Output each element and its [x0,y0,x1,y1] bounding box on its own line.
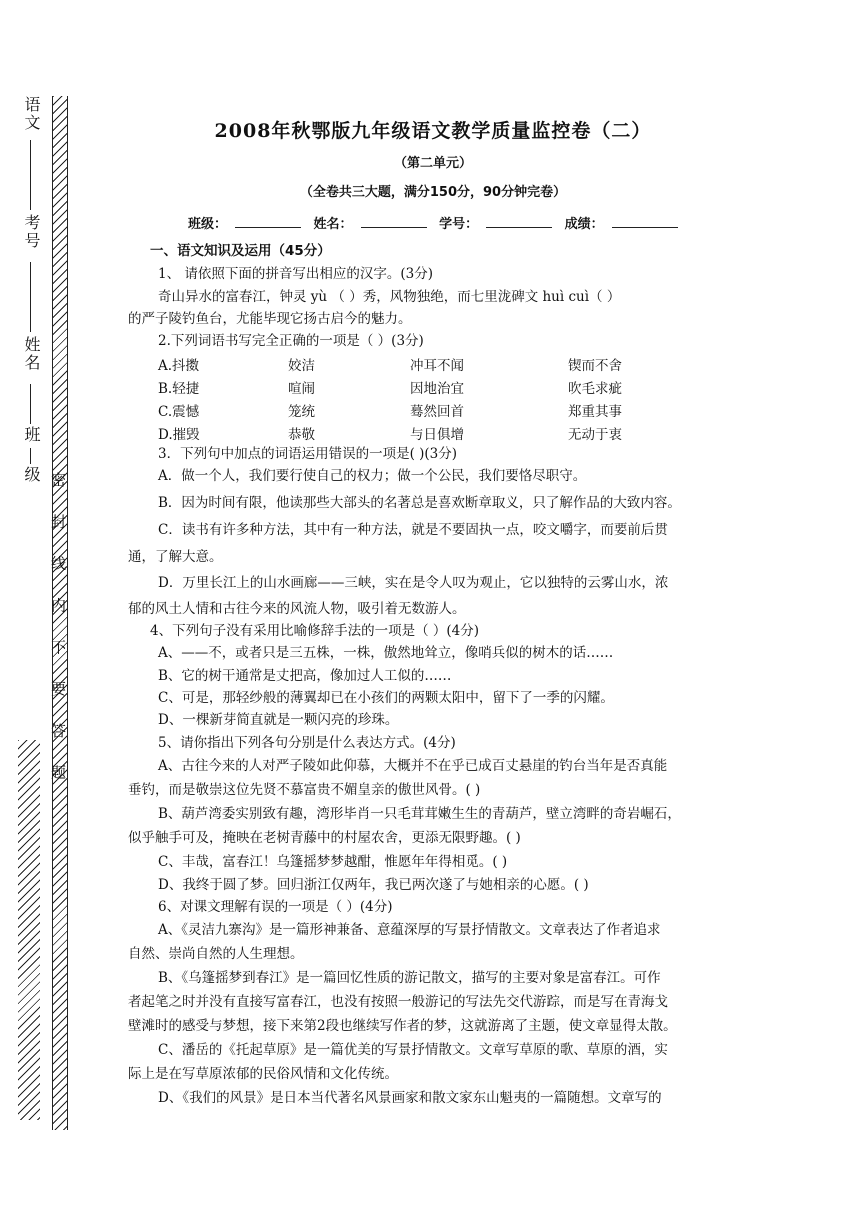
id-blank[interactable] [486,215,552,228]
q2-word: 郑重其事 [568,404,622,420]
margin-line [30,448,31,464]
q2-word: 吹毛求疵 [568,381,622,397]
margin-line [30,262,31,332]
q3-option-b: B．因为时间有限，他读那些大部头的名著总是喜欢断章取义，只了解作品的大致内容。 [158,495,681,511]
q3-stem: 3．下列句中加点的词语运用错误的一项是( )(3分) [158,446,458,462]
q6-option-c-cont: 际上是在写草原浓郁的民俗风情和文化传统。 [128,1066,398,1082]
q4-option-a: A、——不，或者只是三五株，一株，傲然地耸立，像哨兵似的树木的话…… [158,645,614,661]
section-heading: 一、语文知识及运用（45分） [150,243,331,259]
q3-option-d: D．万里长江上的山水画廊——三峡，实在是令人叹为观止，它以独特的云雾山水，浓 [158,575,669,591]
q5-option-d: D、我终于圆了梦。回归浙江仅两年，我已两次遂了与她相亲的心愿。( ) [158,877,589,893]
q5-stem: 5、请你指出下列各句分别是什么表达方式。(4分) [158,735,456,751]
q2-word: 笼统 [288,404,315,420]
q5-option-a: A、古往今来的人对严子陵如此仰慕，大概并不在乎已成百丈悬崖的钓台当年是否真能 [158,758,668,774]
q1-line: 奇山异水的富春江，钟灵 yù （ ）秀，风物独绝，而七里泷碑文 huì cuì（ ） [158,289,621,305]
q2-option: D.摧毁 [158,427,200,443]
margin-ban: 班 [22,426,41,444]
exam-note: （全卷共三大题，满分150分，90分钟完卷） [299,185,567,200]
q2-word: 无动于衷 [568,427,622,443]
margin-line [30,140,31,210]
class-label: 班级： [188,217,228,232]
q6-option-a-cont: 自然、崇尚自然的人生理想。 [128,946,304,962]
name-label: 姓名： [313,217,353,232]
unit-label: （第二单元） [393,156,472,171]
q6-stem: 6、对课文理解有误的一项是（ ）(4分) [158,899,393,915]
q4-option-c: C、可是，那轻纱般的薄翼却已在小孩们的两颗太阳中，留下了一季的闪耀。 [158,690,614,706]
q1-line: 的严子陵钓鱼台，尤能毕现它扬古启今的魅力。 [128,311,412,327]
q5-option-c: C、丰哉，富春江！乌篷摇梦梦越酣，惟愿年年得相觅。( ) [158,854,508,870]
q2-option: C.震憾 [158,404,200,420]
q3-option-c-cont: 通，了解大意。 [128,549,223,565]
hatched-border-lower [18,740,40,1120]
q5-option-b: B、葫芦湾委实别致有趣，湾形毕肖一只毛茸茸嫩生生的青葫芦，壁立湾畔的奇岩崛石， [158,806,681,822]
q2-word: 与日俱增 [410,427,464,443]
q6-option-c: C、潘岳的《托起草原》是一篇优美的写景抒情散文。文章写草原的歌、草原的酒，实 [158,1042,668,1058]
q3-option-c: C．读书有许多种方法，其中有一种方法，就是不要固执一点，咬文嚼字，而要前后贯 [158,522,668,538]
q3-option-d-cont: 郁的风土人情和古往今来的风流人物，吸引着无数游人。 [128,601,466,617]
margin-ji: 级 [22,466,41,484]
id-label: 学号： [439,217,479,232]
page-title: 2008年秋鄂版九年级语文教学质量监控卷（二） [214,120,652,142]
q2-stem: 2.下列词语书写完全正确的一项是（ ）(3分) [158,333,424,349]
class-blank[interactable] [235,215,301,228]
q4-stem: 4、下列句子没有采用比喻修辞手法的一项是（ ）(4分) [150,623,480,639]
q6-option-a: A、《灵洁九寨沟》是一篇形神兼备、意蕴深厚的写景抒情散文。文章表达了作者追求 [158,922,661,938]
margin-kaohao: 考号 [22,214,41,250]
q5-option-a-cont: 垂钓，而是敬崇这位先贤不慕富贵不媚皇亲的傲世风骨。( ) [128,782,481,798]
q2-option: B.轻捷 [158,381,200,397]
q5-option-b-cont: 似乎触手可及，掩映在老树青藤中的村屋农舍，更添无限野趣。( ) [128,830,521,846]
q4-option-d: D、一棵新芽简直就是一颗闪亮的珍珠。 [158,712,399,728]
margin-xingming: 姓名 [22,336,41,372]
q4-option-b: B、它的树干通常是丈把高，像加过人工似的…… [158,668,452,684]
q2-word: 恭敬 [288,427,315,443]
q2-option: A.抖擞 [158,358,200,374]
q6-option-b-cont: 壁滩时的感受与梦想，接下来第2段也继续写作者的梦，这就游离了主题，使文章显得太散。 [128,1018,677,1034]
margin-line [30,384,31,424]
q6-option-b: B、《乌篷摇梦到春江》是一篇回忆性质的游记散文，描写的主要对象是富春江。可作 [158,970,661,986]
student-info [188,213,686,232]
q2-word: 姣洁 [288,358,315,374]
margin-seal: 密 封 线 内 不 要 答 题 [49,472,67,791]
q2-word: 冲耳不闻 [410,358,464,374]
score-label: 成绩： [564,217,604,232]
q2-word: 蓦然回首 [410,404,464,420]
margin-subject: 语文 [22,96,41,132]
q6-option-d: D、《我们的风景》是日本当代著名风景画家和散文家东山魁夷的一篇随想。文章写的 [158,1090,662,1106]
q2-word: 锲而不舍 [568,358,622,374]
score-blank[interactable] [612,215,678,228]
q2-word: 喧闹 [288,381,315,397]
name-blank[interactable] [361,215,427,228]
q3-option-a: A．做一个人，我们要行使自己的权力；做一个公民，我们要恪尽职守。 [158,468,587,484]
q1-stem: 1、 请依照下面的拼音写出相应的汉字。(3分) [158,266,434,282]
q2-word: 因地治宜 [410,381,464,397]
q6-option-b-cont: 者起笔之时并没有直接写富春江，也没有按照一般游记的写法先交代游踪，而是写在青海戈 [128,994,668,1010]
